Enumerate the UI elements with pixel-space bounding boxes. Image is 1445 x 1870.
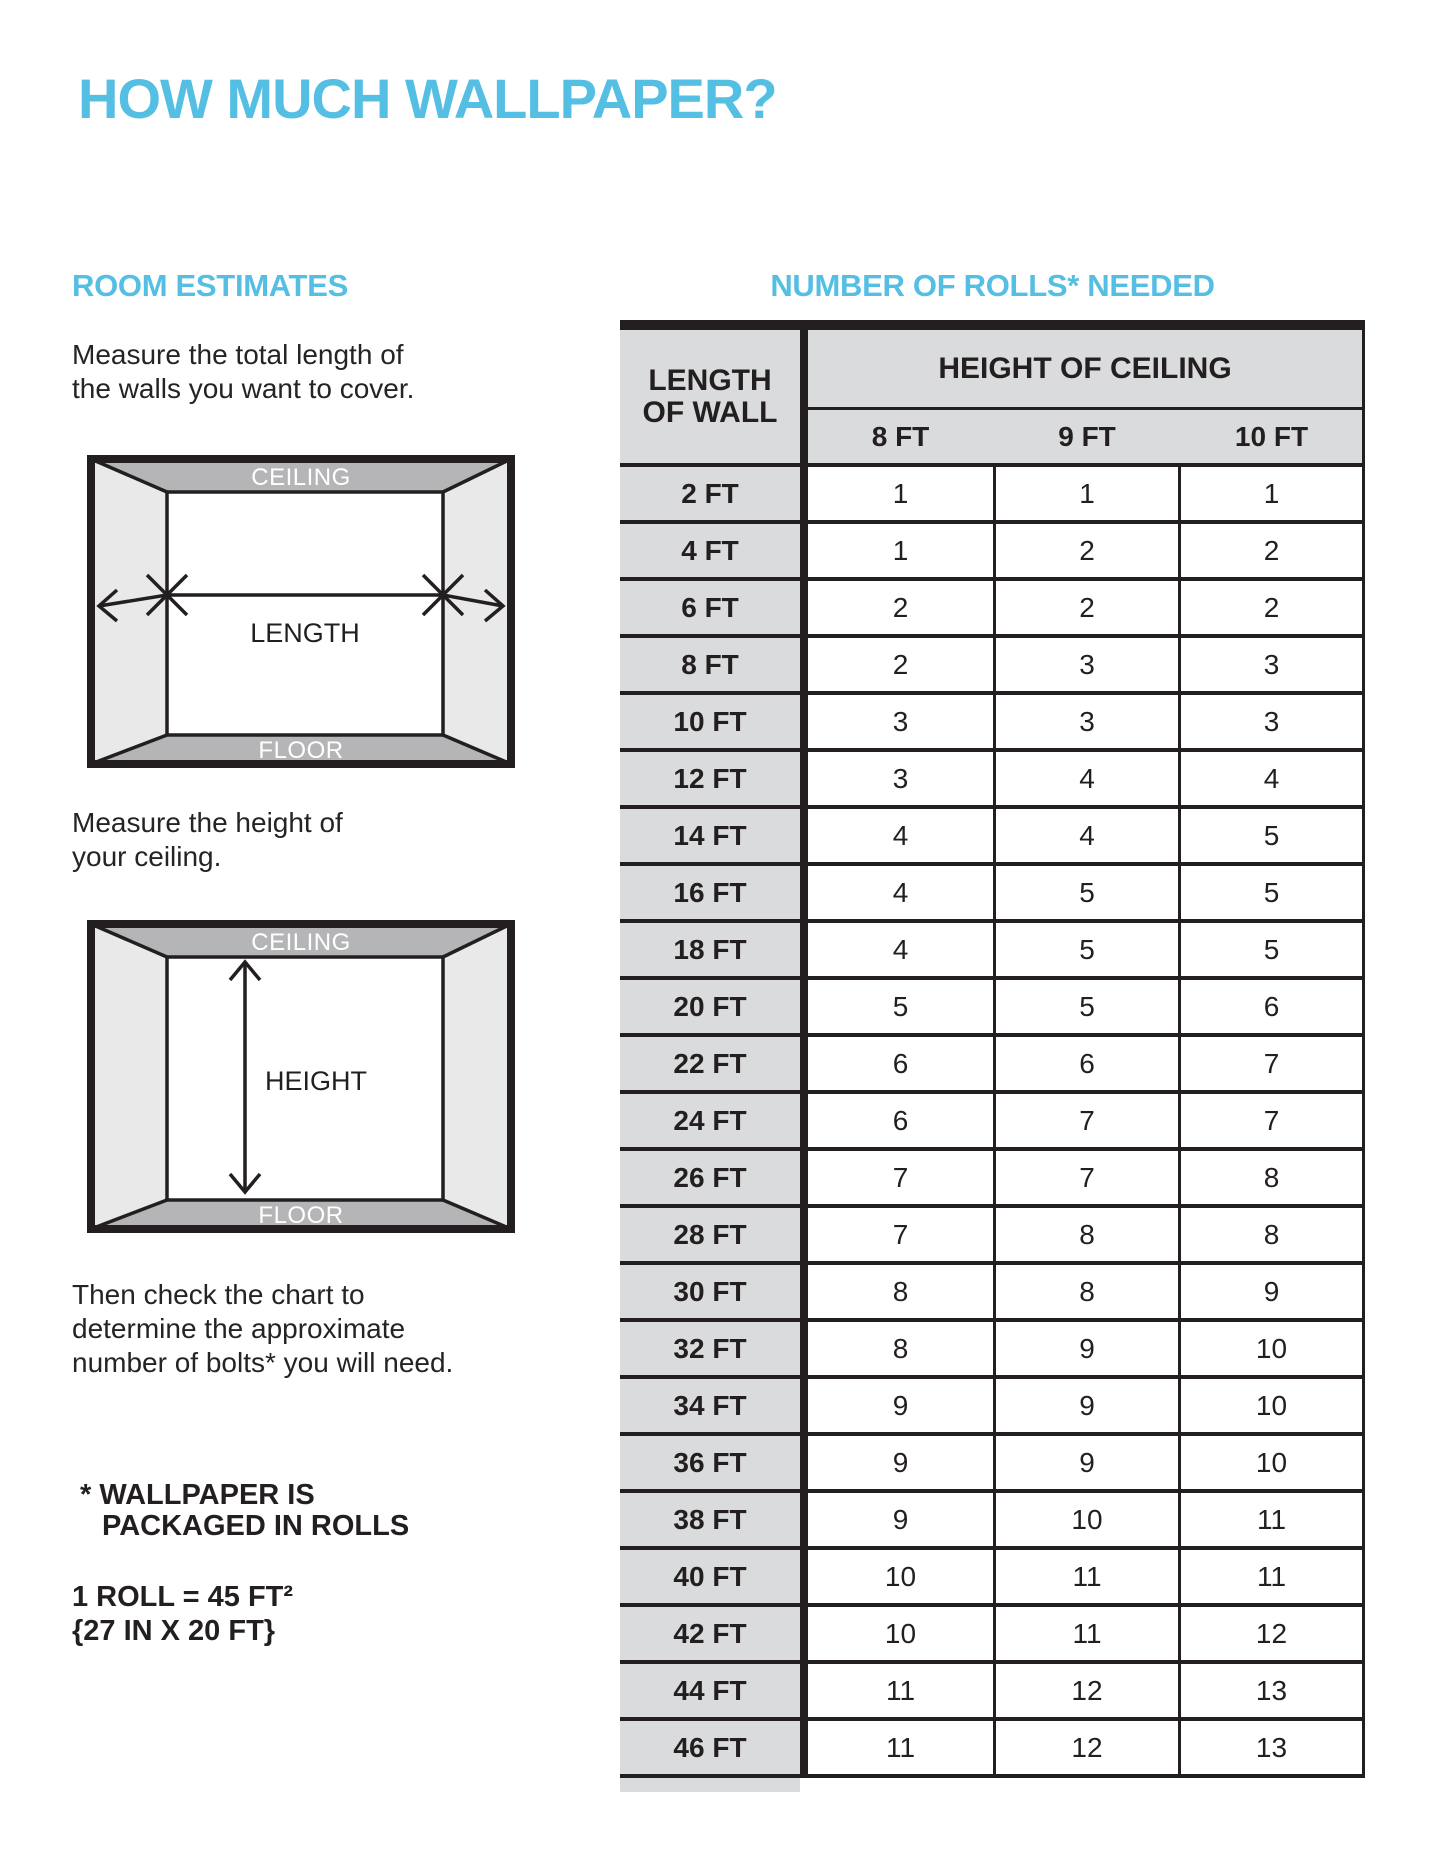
roll-count-cell: 8 [892, 1275, 909, 1307]
room-estimates-heading: ROOM ESTIMATES [72, 268, 348, 303]
roll-count-cell: 1 [892, 534, 909, 566]
roll-count-cell: 10 [1255, 1332, 1288, 1364]
table-right-border [1362, 330, 1365, 1778]
roll-count-cell: 9 [892, 1446, 909, 1478]
row-label: 10 FT [673, 705, 747, 737]
row-label: 22 FT [673, 1047, 747, 1079]
table-bottom-border [620, 1774, 1365, 1778]
roll-count-cell: 10 [884, 1617, 917, 1649]
right-wall-surface [443, 924, 511, 1229]
roll-count-cell: 5 [1263, 819, 1280, 851]
row-label: 32 FT [673, 1332, 747, 1364]
row-label: 20 FT [673, 990, 747, 1022]
row-label: 18 FT [673, 933, 747, 965]
step1-line2: the walls you want to cover. [72, 373, 415, 404]
step2-line2: your ceiling. [72, 841, 222, 872]
column-group-header-cell: HEIGHT OF CEILING [938, 351, 1232, 385]
roll-count-cell: 10 [1071, 1503, 1103, 1535]
roll-count-cell: 7 [892, 1218, 909, 1250]
roll-count-cell: 6 [892, 1104, 909, 1136]
row-label: 46 FT [673, 1731, 747, 1763]
roll-count-cell: 5 [1079, 933, 1095, 965]
roll-count-cell: 1 [1079, 477, 1095, 509]
left-wall-surface [91, 459, 167, 764]
height-room-diagram [87, 920, 515, 1233]
roll-count-cell: 7 [1079, 1104, 1095, 1136]
back-wall [167, 492, 443, 735]
rolls-needed-table [620, 320, 1365, 1792]
footnote-line2: PACKAGED IN ROLLS [102, 1510, 410, 1542]
row-label: 34 FT [673, 1389, 747, 1421]
step3-line3: number of bolts* you will need. [72, 1347, 454, 1378]
roll-count-cell: 11 [1256, 1560, 1287, 1592]
right-wall-surface [443, 459, 511, 764]
roll-count-cell: 5 [1263, 933, 1280, 965]
roll-count-cell: 2 [892, 591, 909, 623]
roll-count-cell: 8 [1263, 1218, 1280, 1250]
floor-label: FLOOR [258, 1202, 344, 1229]
roll-count-cell: 8 [1079, 1218, 1095, 1250]
roll-count-cell: 3 [1079, 705, 1095, 737]
roll-spec-line2: {27 IN X 20 FT} [72, 1615, 276, 1647]
step3-line1: Then check the chart to [72, 1279, 365, 1310]
page-title: HOW MUCH WALLPAPER? [78, 67, 777, 130]
roll-count-cell: 7 [1263, 1047, 1280, 1079]
row-label: 30 FT [673, 1275, 747, 1307]
height-dimension-label: HEIGHT [265, 1066, 368, 1096]
row-label: 6 FT [681, 591, 739, 623]
roll-count-cell: 6 [1263, 990, 1280, 1022]
roll-count-cell: 5 [1079, 876, 1095, 908]
roll-count-cell: 9 [1079, 1332, 1095, 1364]
row-label: 16 FT [673, 876, 747, 908]
roll-count-cell: 2 [1263, 534, 1280, 566]
roll-spec-line1: 1 ROLL = 45 FT² [72, 1581, 294, 1613]
row-header-line2: OF WALL [642, 395, 778, 429]
roll-count-cell: 9 [892, 1389, 909, 1421]
roll-count-cell: 9 [1079, 1446, 1095, 1478]
ceiling-label: CEILING [251, 464, 351, 491]
roll-count-cell: 10 [1255, 1389, 1288, 1421]
roll-count-cell: 4 [1079, 819, 1095, 851]
row-label: 40 FT [673, 1560, 747, 1592]
row-header-cell [620, 330, 800, 463]
step2-line1: Measure the height of [72, 807, 343, 838]
ceiling-label: CEILING [251, 929, 351, 956]
roll-count-cell: 6 [1079, 1047, 1095, 1079]
roll-count-cell: 9 [1079, 1389, 1095, 1421]
roll-count-cell: 8 [1079, 1275, 1095, 1307]
row-label: 44 FT [673, 1674, 747, 1706]
roll-count-cell: 13 [1255, 1731, 1288, 1763]
roll-count-cell: 3 [1263, 705, 1280, 737]
roll-count-cell: 10 [884, 1560, 917, 1592]
row-label: 28 FT [673, 1218, 747, 1250]
length-dimension-label: LENGTH [250, 618, 360, 648]
column-header-10ft: 10 FT [1234, 420, 1309, 452]
table-top-bar [620, 320, 1365, 330]
step1-line1: Measure the total length of [72, 339, 404, 370]
row-header-line1: LENGTH [648, 363, 772, 397]
row-label: 8 FT [681, 648, 739, 680]
roll-count-cell: 2 [892, 648, 909, 680]
roll-count-cell: 11 [885, 1731, 916, 1763]
row-label: 38 FT [673, 1503, 747, 1535]
wallpaper-rolls-footnote [80, 1480, 409, 1542]
row-label: 24 FT [673, 1104, 747, 1136]
rolls-needed-heading: NUMBER OF ROLLS* NEEDED [770, 268, 1215, 303]
row-label: 12 FT [673, 762, 747, 794]
roll-count-cell: 9 [1263, 1275, 1280, 1307]
roll-count-cell: 1 [1263, 477, 1280, 509]
roll-count-cell: 6 [892, 1047, 909, 1079]
roll-count-cell: 9 [892, 1503, 909, 1535]
left-wall-surface [91, 924, 167, 1229]
step3-line2: determine the approximate [72, 1313, 406, 1344]
roll-count-cell: 11 [1072, 1617, 1102, 1649]
roll-count-cell: 4 [1079, 762, 1095, 794]
roll-count-cell: 13 [1255, 1674, 1288, 1706]
roll-count-cell: 4 [1263, 762, 1280, 794]
label-column-divider [800, 330, 808, 1778]
roll-count-cell: 11 [1256, 1503, 1287, 1535]
row-label: 2 FT [681, 477, 739, 509]
column-header-8ft: 8 FT [871, 420, 930, 452]
row-label: 14 FT [673, 819, 747, 851]
roll-count-cell: 5 [1079, 990, 1095, 1022]
footnote-line1: * WALLPAPER IS [80, 1479, 315, 1511]
roll-count-cell: 11 [885, 1674, 916, 1706]
roll-count-cell: 11 [1072, 1560, 1102, 1592]
roll-count-cell: 1 [892, 477, 909, 509]
roll-count-cell: 7 [1079, 1161, 1095, 1193]
roll-count-cell: 7 [1263, 1104, 1280, 1136]
roll-count-cell: 2 [1079, 534, 1095, 566]
roll-count-cell: 8 [892, 1332, 909, 1364]
roll-count-cell: 4 [892, 933, 909, 965]
step3-paragraph [72, 1278, 453, 1380]
roll-count-cell: 4 [892, 876, 909, 908]
column-header-9ft: 9 FT [1058, 420, 1116, 452]
roll-count-cell: 7 [892, 1161, 909, 1193]
roll-count-cell: 10 [1255, 1446, 1288, 1478]
roll-spec [72, 1580, 293, 1648]
roll-count-cell: 3 [892, 762, 909, 794]
row-label: 4 FT [681, 534, 739, 566]
roll-count-cell: 2 [1079, 591, 1095, 623]
row-label: 36 FT [673, 1446, 747, 1478]
roll-count-cell: 5 [892, 990, 909, 1022]
roll-count-cell: 3 [1079, 648, 1095, 680]
roll-count-cell: 2 [1263, 591, 1280, 623]
floor-label: FLOOR [258, 737, 344, 764]
roll-count-cell: 12 [1255, 1617, 1288, 1649]
length-room-diagram [87, 455, 515, 768]
roll-count-cell: 3 [1263, 648, 1280, 680]
roll-count-cell: 4 [892, 819, 909, 851]
roll-count-cell: 12 [1071, 1731, 1103, 1763]
step2-paragraph [72, 806, 343, 874]
row-label: 26 FT [673, 1161, 747, 1193]
roll-count-cell: 3 [892, 705, 909, 737]
roll-count-cell: 8 [1263, 1161, 1280, 1193]
row-label: 42 FT [673, 1617, 747, 1649]
roll-count-cell: 5 [1263, 876, 1280, 908]
step1-paragraph [72, 338, 414, 406]
roll-count-cell: 12 [1071, 1674, 1103, 1706]
